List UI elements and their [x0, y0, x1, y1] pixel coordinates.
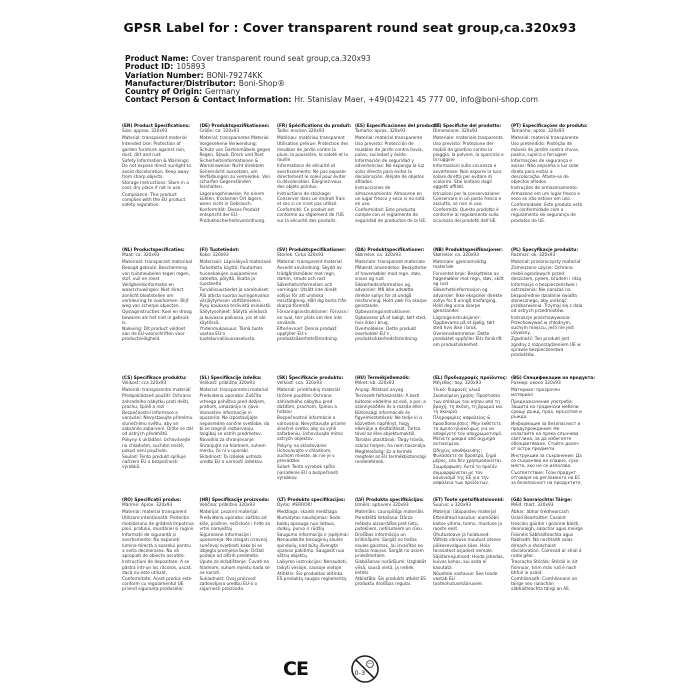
spec-block-line: Informações de segurança e avisos: Não exponha a luz solar direta para evitar a descoloração. Afaste-se de objectos afiados.	[511, 159, 580, 185]
spec-block-line: Glabāšanas norādījumi: Uzglabāt vēsā, sausā vietā, ja netiek lietots.	[355, 560, 427, 576]
spec-block-line: Atitiktis: Šis produktas atitinka ES produktų saugos reglamentą.	[277, 572, 348, 583]
info-label: Product Name:	[125, 54, 189, 63]
spec-block-line: Compliance: This product complies with the EU product safety regulation.	[122, 193, 186, 209]
spec-block-line: Materiál: priehľadný materiál	[277, 387, 340, 393]
info-label: Product ID:	[125, 62, 174, 72]
spec-block-line: Maat: ca. 320x93	[122, 253, 160, 259]
spec-block-heading: (SL) Specifikacije izdelka:	[199, 376, 262, 381]
spec-block-lv	[355, 498, 427, 587]
spec-block-line: Påtænkt anvendelse: Beskyttelse af havemøbler mod regn, støv, snavs og rust	[355, 266, 427, 282]
spec-block-line: Bezpečnostné informácie a varovania: Nevystavujte priame slnečné svetlo, aby sa vyhli zafarbeniu. Uchovávajte mimo ostrých objektov.	[277, 416, 346, 442]
spec-block-line: Utilizare intenționată: Protecția mobilierului de grădină împotriva ploii, prafului, murdăriei și ruginii	[122, 516, 194, 532]
spec-block-line: Atbilstība: Šis produkts atbilst ES produktu drošības regulai.	[355, 577, 426, 588]
spec-block-line: Predvidena uporaba: Zaščita vrtnega pohištva pred dežjem, prahom, umazanijo in rjavo	[199, 394, 266, 410]
spec-block-line: Naleving: Dit product voldoet aan de EU-voorschriften voor productveiligheid.	[122, 327, 186, 343]
spec-block-line: Съответствие: Този продукт отговаря на регламента на ЕС за безопасност на продуктите.	[511, 470, 582, 486]
spec-block-heading: (FI) Tuotetiedot:	[199, 248, 240, 253]
spec-block-line: Overensstemmelse: Dette produktet oppfyller EUs forskrift om produktsikkerhet.	[433, 332, 502, 348]
spec-block-line: Предназначение употреба: Защита на градински мебели срещу дъжд, прах, мръсотия и ръжда.	[511, 399, 582, 420]
compliance-logos	[0, 654, 700, 684]
spec-block-lt	[277, 498, 349, 582]
spec-block-ga	[511, 498, 583, 593]
spec-block-line: Conformité: Ce produit est conforme au règlement de l'UE sur la sécurité des produits.	[277, 208, 344, 224]
spec-block-nb	[433, 248, 505, 348]
spec-block-line: Yhdenmukaisuus: Tämä tuote vastaa EU:n tuoteturvallisuusasetusta.	[199, 327, 264, 343]
spec-block-line: Soulad: Tento produkt splňuje nařízení EU o bezpečnosti výrobků.	[122, 455, 186, 471]
not-suitable-under-3-icon	[350, 654, 380, 684]
spec-block-heading: (EL) Προδιαγραφές προϊόντος:	[433, 376, 507, 381]
spec-block-sl	[200, 376, 272, 465]
spec-block-es	[355, 124, 441, 224]
spec-block-et	[433, 498, 505, 587]
spec-block-line: Suurus: u 320x93	[433, 503, 472, 509]
spec-block-line: Forventet bruk: Beskyttelse av hagemøbler mot regn, støv, skitt og rust	[433, 271, 504, 287]
spec-block-en	[122, 124, 194, 208]
spec-block-line: Paredzētā lietošana: Dārza mēbeļu aizsardzība pret lietu, putekļiem, netīrumiem un rūsu	[355, 516, 422, 532]
spec-block-line: Tervezett felhasználás: A kerti bútorok védelme az eső, a por, a szennyeződés és a rozsda ellen	[355, 394, 426, 410]
spec-block-line: Tarkoitettu käyttö: Puutarhan huonekalujen suojaaminen sateelta, pölyltä, likalta ja ruosteelta	[199, 266, 263, 287]
spec-block-line: Uso pretendido: Proteção de móveis de jardim contra chuva, poeira, sujeira e ferrugem	[511, 142, 580, 158]
spec-block-line: Nõuetele vastavus: See toode vastab ELi tooteohutusmäärusele.	[433, 572, 498, 588]
spec-block-heading: (FR) Spécifications du produit:	[277, 124, 352, 129]
spec-block-line: Treoracha Stórála: Stóráil in áit fionnuar, tirim más rud é nach bhfuil in úsáid.	[511, 560, 578, 576]
spec-block-bg	[511, 376, 595, 486]
spec-block-line: Skladnost: Ta izdelek ustreza uredbi EU o varnosti izdelkov.	[199, 455, 264, 466]
spec-block-line: Størrelse: ca. 320x93	[433, 253, 479, 259]
spec-block-heading: (ES) Especificaciones del producto:	[355, 124, 441, 129]
spec-block-line: Materiál: transparentní materiál	[122, 387, 191, 393]
spec-block-line: Taille: environ 320x93	[277, 129, 325, 135]
spec-block-heading: (DA) Produktspecifikationer:	[355, 248, 425, 253]
spec-block-line: Veľkosť: cca. 320x93	[277, 381, 322, 387]
spec-block-line: Materjal: läbipaistev materjal	[433, 509, 496, 515]
spec-block-line: Opbevaringsinstruktioner: Opbevares på et køligt, tørt sted, hvis ikke i brug.	[355, 310, 427, 326]
spec-block-line: Veiligheidsinformatie en waarschuwingen: Niet direct zonlicht blootstellen om verkleuring te voorkomen. Blijf weg van scherpe objecten.	[122, 283, 189, 309]
spec-block-line: Säilitamisjuhised: Hoida jahedas, kuivas kohas, kui seda ei kasutata.	[433, 555, 505, 571]
spec-block-line: Conformità: Questo prodotto è conforme al regolamento sulla sicurezza dei prodotti dell'UE.	[433, 208, 499, 224]
spec-block-line: Pokyny k ukládání: Uchovávejte na chladném, suchém místě, pokud není používán.	[122, 438, 191, 454]
spec-block-sk	[277, 376, 349, 481]
spec-block-line: Navodila za shranjevanje: Shranjujte na hladnem, suhem mestu, če ni v uporabi.	[199, 438, 266, 454]
spec-block-heading: (EN) Product Specifications:	[122, 124, 190, 129]
spec-block-line: Uso previsto: Protección de muebles de jardín contra lluvia, polvo, suciedad y óxido.	[355, 142, 423, 158]
spec-block-line: Drošības informācija un brīdinājumi: Sargāt no tiešas saules gaismas, lai izvairītos no krāsas maiņas. Sargāt no asiem priekšmetiem.	[355, 533, 424, 559]
spec-block-line: Turvallisuustiedot ja varoitukset: Älä altista suoraa auringonvaloa värjäytymisen välttämiseksi. Pysy kaukana terävistä esineistä.	[199, 288, 272, 309]
spec-block-line: Zgodność: Ten produkt jest zgodny z rozporządzeniem UE w sprawie bezpieczeństwa produktów.	[511, 337, 581, 358]
spec-block-line: Materiale: materiale trasparente	[433, 135, 503, 141]
spec-block-line: Upute za skladištenje: Čuvati na hladnom, suhom mjestu kada se ne koristi.	[199, 560, 270, 576]
spec-block-line: Conformidad: Este producto cumple con el reglamento de seguridad de productos de la UE.	[355, 208, 427, 224]
spec-block-line: Sukladnost: Ovaj proizvod zadovoljava uredbu EU-a o sigurnosti proizvoda.	[199, 577, 258, 593]
spec-block-line: Material: transparentni material	[199, 387, 269, 393]
spec-block-sv	[277, 248, 349, 343]
spec-block-line: Material: transparent material	[277, 259, 342, 265]
spec-block-line: Numatytas naudojimas: Sodo baldų apsauga nuo lietaus, dulkių, purvo ir rūdžių	[277, 516, 341, 532]
svg-text:0-3: 0-3	[354, 669, 366, 677]
spec-block-line: Dimensione: 320x93	[433, 129, 478, 135]
spec-block-line: Laikymo instrukcijos: Nenaudoti, laikyti vėsioje, sausoje vietoje.	[277, 560, 348, 571]
spec-block-line: Πληροφορίες ασφαλείας & προειδοποιήσεις: Μην εκθέτετε το άμεσο ηλιακό φως για να αποφύγετε τον αποχρωματισμό. Μείνετε μακριά από αιχμηρά αντικείμενα.	[433, 416, 503, 447]
spec-block-line: Material: material transparente	[511, 135, 579, 141]
spec-block-line: Informations de sécurité et avertissements: Ne pas exposer directement le soleil pour éviter la décoloration. Éloignez-vous des objets pointus.	[277, 164, 347, 190]
info-value: Hr. Stanislav Maer, +49(0)4221 45 777 00, info@boni-shop.com	[294, 95, 539, 105]
spec-block-line: Méret: kb. 320x93	[355, 381, 395, 387]
spec-block-line: Μέγεθος: περ. 320x93	[433, 381, 482, 387]
spec-block-line: Varnostne informacije in opozorila: Ne izpostavljajte neposredne sončne svetlobe, da bi se izognili razbarvanju. Izogibaj se ostrih predmetov.	[199, 411, 270, 437]
spec-block-heading: (HR) Specifikacije proizvoda:	[199, 498, 270, 503]
spec-block-line: Conformidade: Este produto está em conformidade com o regulamento de segurança de produtos da UE.	[511, 203, 583, 224]
spec-block-line: Safety Information & Warnings: Do not expose direct sunlight to avoid discoloration. Keep away from sharp objects.	[122, 159, 191, 180]
spec-block-heading: (DE) Produktspezifikationen:	[199, 124, 270, 129]
spec-block-line: Faisnéis Sábháilteachta agus Rabhadh: Ná nochtadh solas díreach a sheachaint discoloration. Coimeád ar shiúl ó rudaí géar.	[511, 533, 582, 559]
spec-block-line: Säkerhetsinformation och varningar: Utsätt inte direkt solljus för att undvika missfärgning. Håll dig borta från skarpa föremål.	[277, 283, 347, 309]
spec-block-line: Ohutusteave ja hoiatused: Vältida värvuse muutust otsese päikesevalguse käes. Hoia teravatest asjadest eemale.	[433, 533, 501, 554]
spec-block-line: Určené použitie: Ochrana záhradného nábytku pred dažďom, prachom, špinou a hrdzou	[277, 394, 337, 415]
spec-block-heading: (LT) Produkto specifikacijos:	[277, 498, 346, 503]
spec-block-line: Instrucțiuni de depozitare: A se păstra într-un loc răcoros, uscat, dacă nu este utilizat.	[122, 560, 192, 576]
spec-block-line: Sikkerhedsinformation og advarsler: Må ikke udsætte direkte sollys for at undgå misfarvning. Hold væk fra skarpe genstande.	[355, 283, 427, 309]
spec-block-line: Velikost: približno 320x93	[199, 381, 255, 387]
spec-block-line: Mărime: Aprox. 320x93	[122, 503, 173, 509]
spec-block-line: Информация за безопасност и предупреждения: Не излагайте на пряка слънчева светлина, за да избегнете обезцветяване. Стойте далеч от остри предмети.	[511, 421, 581, 452]
spec-block-heading: (RO) Specificații produs:	[122, 498, 182, 503]
spec-block-line: Predviđena uporaba: zaštita od kiše, prašine, nečistoće i hrđe za vrtni namještaj	[199, 516, 270, 532]
spec-block-heading: (HU) Termékjellemzők:	[355, 376, 410, 381]
product-info	[125, 55, 538, 105]
spec-block-line: Información de seguridad y advertencias: No exponga la luz solar directa para evitar la decoloración. Aléjate de objetos afilados.	[355, 159, 425, 185]
spec-block-line: Материал: прозрачен материал	[511, 387, 561, 398]
spec-block-fr	[277, 124, 352, 224]
info-value: BONI-79274KK	[206, 70, 263, 80]
spec-block-line: Pokyny na skladovanie: Uchovávajte v chladnom, suchom mieste, ak nie je v prevádzke.	[277, 443, 335, 464]
spec-block-line: Materiaali: Läpinäkyvä materiaali	[199, 259, 272, 265]
spec-block-line: Σκοπούμενη χρήση: Προστασία των επίπλων του κήπου από τη βροχή, τη σκόνη, τη βρωμιά και τη σκουριά	[433, 394, 503, 415]
spec-block-hr	[200, 498, 272, 593]
spec-block-line: Lagringsinstruksjoner: Oppbevares på et kjølig, tørt sted hvis ikke i bruk.	[433, 315, 495, 331]
spec-block-nl	[122, 248, 194, 343]
info-label: Contact Person & Contact Information:	[125, 95, 292, 105]
spec-block-line: Intended Use: Protection of garden furniture against rain, dust, dirt and rust	[122, 142, 186, 158]
spec-block-fi	[200, 248, 272, 343]
spec-block-line: Informazioni sulla sicurezza e avvertenze: Non esporre la luce solare diretta per evitare di scolorire. Stai lontano dagli oggetti affilati.	[433, 164, 502, 190]
info-label: Country of Origin:	[125, 87, 203, 97]
spec-block-line: Medžiaga: skaidri medžiaga	[277, 509, 337, 515]
spec-block-line: Sikkerhetsinformasjon og advarsler: Ikke eksponer direkte sollys for å unngå misfarging. Hold deg unna skarpe gjenstander.	[433, 288, 503, 314]
spec-block-de	[200, 124, 272, 224]
spec-block-heading: (BG) Спецификации на продукта:	[511, 376, 595, 381]
spec-block-ro	[122, 498, 194, 593]
spec-block-heading: (NL) Productspecificaties:	[122, 248, 185, 253]
spec-block-pl	[511, 248, 583, 358]
spec-block-line: Conformitate: Acest produs este conform cu regulamentul UE privind siguranța produselor.	[122, 577, 192, 593]
spec-block-line: Storlek: Cirka 320x93	[277, 253, 324, 259]
spec-block-line: Sigurnosne informacije i upozorenja: Ne izlagati izravnoj sunčevoj svjetlosti kako bi se izbjegla promjena boje. Držati podalje od oštrih predmeta.	[199, 533, 268, 559]
spec-block-heading: (SK) Špecifikácie produktu:	[277, 376, 344, 381]
spec-block-line: Instructions de stockage: Conserver dans un endroit frais et sec si ce n'est pas utilisé.	[277, 191, 345, 207]
ce-mark-icon: CE	[283, 658, 308, 680]
spec-block-line: Säilytysohjeet: Säilytä viileässä ja kuivassa paikassa, jos et ole käytössä.	[199, 310, 268, 326]
spec-block-line: Saugumo informacija ir įspėjimai: Nenaudokite tiesioginių saulės spindulių, kad būtų išvengta spalvos pakitimo. Saugokit nuo aštrių objektų.	[277, 533, 350, 559]
spec-block-line: Zamierzone użycie: Ochrona mebli ogrodowych przed deszczem, pyłem, brudem i rdzą	[511, 266, 582, 282]
spec-block-line: Koko: 320x93	[199, 253, 229, 259]
spec-block-line: Efterlevnad: Denna produkt uppfyller EU:s produktsäkerhetsförordning.	[277, 327, 339, 343]
spec-block-heading: (SV) Produktspecifikationer:	[277, 248, 346, 253]
spec-block-line: Materiale: transparent materiale	[355, 259, 425, 265]
spec-block-line: Matériau: matériau transparent	[277, 135, 345, 141]
info-value: Cover transparent round seat group,ca.320x93	[191, 54, 371, 63]
spec-block-line: Tamaño: aprox. 320x93	[355, 129, 406, 135]
info-value: Germany	[205, 87, 240, 97]
spec-block-line: Vorgesehene Verwendung: Schutz von Gartenmöbeln gegen Regen, Staub, Dreck und Rost	[199, 142, 271, 158]
spec-block-line: Uso previsto: Protezione dei mobili da giardino contro la pioggia, la polvere, la sporcizia e la ruggine	[433, 142, 504, 163]
spec-block-line: Инструкции за съхранение: Да се съхранява на хладно, сухо място, ако не се използва.	[511, 453, 582, 469]
spec-block-line: Úsáid Beartaithe: Cosaint troscáin gairdín i gcoinne báistí, deannaigh, salachar agus meirge	[511, 516, 583, 532]
spec-block-line: Material: material transparente	[355, 135, 423, 141]
spec-block-line: Συμμόρφωση: Αυτό το προϊόν συμμορφώνεται με τον κανονισμό της ΕΕ για την ασφάλεια των προϊόντων.	[433, 465, 497, 486]
spec-block-line: Súlad: Tento výrobok spĺňa nariadenie EÚ o bezpečnosti výrobkov.	[277, 465, 339, 481]
spec-block-heading: (PT) Especificações do produto:	[511, 124, 588, 129]
spec-block-line: Υλικό: διαφανές υλικό	[433, 387, 481, 393]
spec-block-line: Izmērs: aptuveni 320x93	[355, 503, 409, 509]
spec-block-heading: (PL) Specyfikacje produktu:	[511, 248, 579, 253]
page-title: GPSR Label for : Cover transparent round seat group,ca.320x93	[123, 20, 577, 35]
info-value: 105893	[176, 62, 206, 72]
spec-block-line: Beoogd gebruik: Bescherming van tuinmeubelen tegen regen, stof, vuil en roest	[122, 266, 191, 282]
spec-block-line: Dydis: #ERROR!	[277, 503, 313, 509]
spec-block-line: Materiaal: transparant materiaal	[122, 259, 193, 265]
spec-block-line: Tamanho: aprox. 320x93	[511, 129, 565, 135]
spec-block-heading: (ET) Toote spetsifikatsioonid:	[433, 498, 504, 503]
spec-block-line: Materiāls: caurspīdīgs materiāls	[355, 509, 424, 515]
spec-block-line: Ettenähtud kasutus: aiamööbli kaitse vihma, tolmu, mustuse ja rooste eest	[433, 516, 502, 532]
spec-block-line: Předpokládané použití: Ochrana zahradního nábytku proti dešti, prachu, špíně a rezi	[122, 394, 191, 410]
spec-block-line: Instrucciones de almacenamiento: Almacene en un lugar fresco y seco si no está en uso.	[355, 186, 425, 207]
spec-block-line: Größe: ca. 320x93	[199, 129, 240, 135]
spec-block-line: Materiale: gjennomsiktig materiale	[433, 259, 487, 270]
spec-block-line: Konformität: Dieses Produkt entspricht der EU-Produktsicherheitsverordnung.	[199, 208, 266, 224]
spec-block-line: Размер: около 320x93	[511, 381, 561, 387]
spec-block-line: Velikost: cca 320x93	[122, 381, 167, 387]
spec-block-line: Overholdelse: Dette produkt overholder EU's produktsikkerhedsforordning.	[355, 327, 419, 343]
spec-block-line: Bezpečnostní informace a varování: Nevystavujte přímému slunečnímu světlu, aby se zabránilo zabarvení. Držte se dál od ostrých předmětů.	[122, 411, 193, 437]
spec-block-line: Avsedd användning: Skydd av trädgårdsmöbler mot regn, damm, smuts och rost	[277, 266, 342, 282]
spec-block-line: Förvaringsinstruktioner: Förvara i en sval, torr plats om den inte används.	[277, 310, 349, 326]
spec-block-hu	[355, 376, 427, 465]
spec-block-line: Rozmiar: ok. 320x93	[511, 253, 556, 259]
spec-block-line: Materijal: prozirni materijal	[199, 509, 258, 515]
spec-block-line: Material: transparent material	[122, 135, 187, 141]
spec-block-line: Istruzioni per la conservazione: Conservare in un posto fresco e asciutto, se non in uso.	[433, 191, 502, 207]
spec-block-heading: (IT) Specifiche del prodotto:	[433, 124, 502, 129]
spec-block-it	[433, 124, 505, 224]
spec-block-heading: (LV) Produkta specifikācijas:	[355, 498, 424, 503]
info-row-contact	[125, 96, 538, 104]
spec-block-line: Størrelse: ca. 320x93	[355, 253, 401, 259]
spec-block-heading: (GA) Sonraíochtaí Táirge:	[511, 498, 572, 503]
spec-block-cs	[122, 376, 194, 471]
spec-block-line: Comhlíonadh: Comhlíonann an táirge seo rialachán sábháilteachta táirgí an AE.	[511, 577, 578, 593]
spec-block-line: Veličina: približno 320x93	[199, 503, 255, 509]
spec-block-line: Size: approx. 320x93	[122, 129, 168, 135]
spec-block-line: Informacje o bezpieczeństwie i ostrzeżenia: Nie narażać na bezpośrednie działanie światła słonecznego, aby uniknąć przebarwienia. Trzymaj się z dala od ostrych przedmiotów.	[511, 283, 583, 314]
spec-block-line: Tárolási utasítások: Tárgy hűvös, száraz helyen, ha nem használja.	[355, 438, 427, 449]
spec-block-pt	[511, 124, 588, 224]
spec-block-line: Instrukcje przechowywania: Przechowywać w chłodnym, suchym miejscu, jeśli nie jest używany.	[511, 315, 574, 336]
spec-block-line: Material: material transparent	[122, 509, 187, 515]
spec-block-line: Méid: thart. 320x93	[511, 503, 554, 509]
spec-block-line: Utilisation prévue: Protection des meubles de jardin contre la pluie, la poussière, la saleté et la rouille	[277, 142, 349, 163]
spec-block-heading: (CS) Specifikace produktu:	[122, 376, 187, 381]
spec-block-line: Informații de siguranță și avertismente: Nu expuneți lumina directă a soarelui pentru a evita decolorarea. Nu vă apropiați de obiecte ascuțite.	[122, 533, 191, 559]
spec-block-line: Opslaginstructies: Koel en droog bewaren als het niet in gebruik is.	[122, 310, 192, 326]
spec-block-line: Material: transparentes Material	[199, 135, 269, 141]
spec-block-line: Megfelelőség: Ez a termék megfelel az EU termékbiztonsági rendeletének.	[355, 450, 426, 466]
info-value: Boni-Shop®	[238, 78, 285, 88]
spec-block-line: Sicherheitsinformationen & Warnhinweise: Nicht direktem Sonnenlicht aussetzen, um Verfärbungen zu vermeiden. Von scharfen Gegenständen fernhalten.	[199, 159, 271, 190]
spec-block-line: Ábhar: ábhar trédhearcach	[511, 509, 569, 515]
spec-block-line: Instruções de armazenamento: Armazene em um lugar fresco e seco se não estiver em uso.	[511, 186, 581, 202]
spec-block-line: Lagerungshinweise: An einem kühlen, trockenen Ort lagern, wenn nicht in Gebrauch.	[199, 191, 265, 207]
spec-block-el	[433, 376, 505, 486]
spec-block-line: Biztonsági információk és figyelmeztetések: Ne tedje ki a közvetlen napfényt, hogy elkerülje a disztalítását. Tartsa távol az éles objektumoktól.	[355, 411, 422, 437]
info-label: Manufacturer/Distributor:	[125, 78, 236, 88]
info-label: Variation Number:	[125, 70, 204, 80]
spec-block-line: Storage Instructions: Store in a cool, dry place if not in use.	[122, 181, 189, 192]
spec-block-heading: (NB) Produktspesifikasjoner:	[433, 248, 503, 253]
spec-block-line: Materiał: przezroczysty materiał	[511, 259, 581, 265]
spec-block-line: Οδηγίες αποθήκευσης: Φυλάσσετε σε δροσερό, ξηρό μέρος, εάν δεν χρησιμοποιείται.	[433, 448, 503, 464]
spec-block-line: Anyag: Átlátszó anyag	[355, 387, 404, 393]
spec-block-da	[355, 248, 427, 343]
